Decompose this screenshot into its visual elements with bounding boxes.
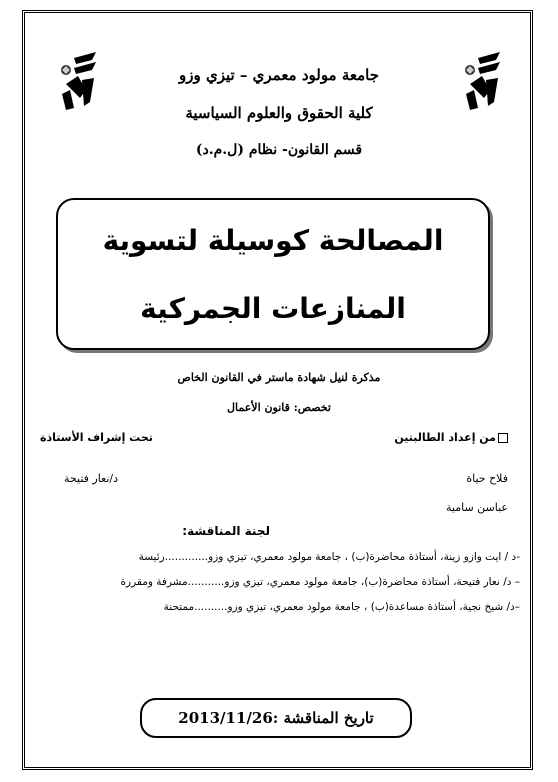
jury-member-2: – د/ نعار فتيحة، أستاذة محاضرة(ب)، جامعة مولود معمري، تيزي وزو...........مشرفة ومقررة: [120, 576, 520, 588]
title-box: [56, 198, 490, 350]
jury-label: لجنة المناقشة:: [182, 524, 270, 538]
supervision-label: تحت إشراف الأستاذة: [40, 431, 153, 444]
page-border: [22, 10, 533, 770]
title-line-2: المنازعات الجمركية: [140, 292, 406, 325]
student-name-2: عباسن سامية: [446, 501, 508, 514]
university-name: جامعة مولود معمري – تيزي وزو: [179, 66, 379, 84]
specialty: تخصص: قانون الأعمال: [227, 401, 331, 414]
jury-member-3: –د/ شيخ نجية، أستاذة مساعدة(ب) ، جامعة مولود معمري، تيزي وزو..........ممتحنة: [163, 601, 520, 613]
prepared-by-label: من إعداد الطالبتين: [394, 431, 496, 444]
student-name-1: فلاح حياة: [466, 472, 508, 485]
department-name: قسم القانون- نظام (ل.م.د): [195, 142, 363, 158]
defense-date: تاريخ المناقشة :2013/11/26: [140, 698, 412, 738]
title-line-1: المصالحة كوسيلة لتسوية: [102, 224, 444, 257]
university-logo-right: [460, 50, 504, 112]
memo-purpose: مذكرة لنيل شهادة ماستر في القانون الخاص: [177, 371, 381, 384]
university-logo-left: [56, 50, 100, 112]
jury-member-1: -د / ايت وازو زينة، أستاذة محاضرة(ب) ، جامعة مولود معمري، تيزي وزو.............رئيسة: [138, 551, 520, 563]
checkbox-icon: [498, 433, 508, 443]
supervisor-name: د/نعار فتيحة: [64, 472, 119, 485]
prepared-by-row: [394, 431, 508, 444]
faculty-name: كلية الحقوق والعلوم السياسية: [185, 104, 373, 122]
